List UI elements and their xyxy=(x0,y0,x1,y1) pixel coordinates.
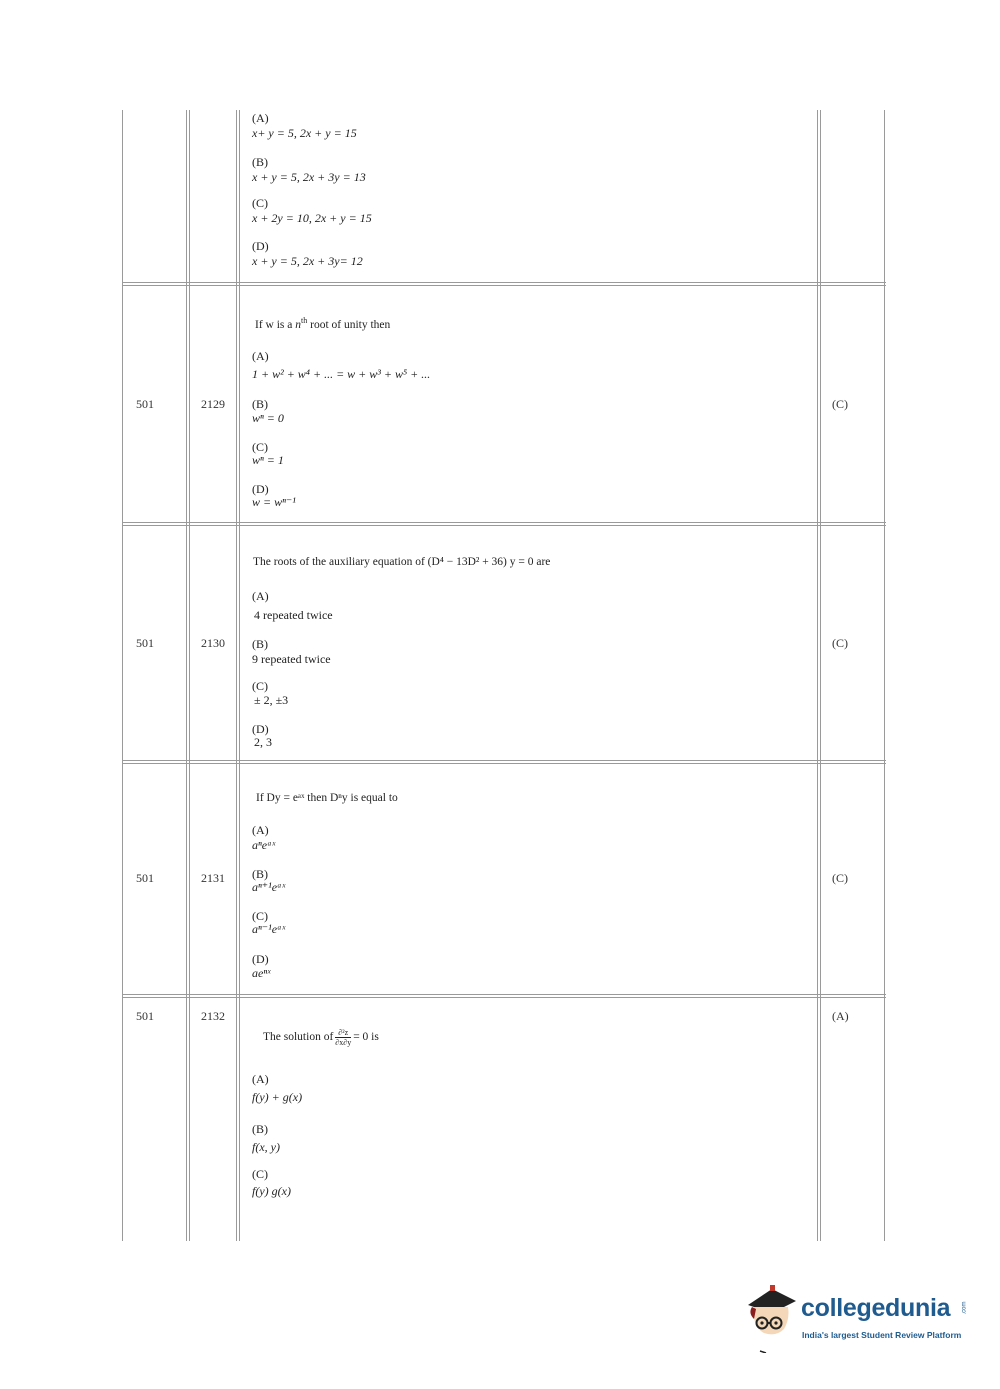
option-text: x + 2y = 10, 2x + y = 15 xyxy=(252,211,372,225)
question-text: The solution of $\frac{\text{∂²z}}{\partial x\partial y}$ = 0 is xyxy=(263,1028,379,1047)
column-divider xyxy=(186,110,187,1241)
row-divider xyxy=(122,763,886,764)
option-label: (B) xyxy=(252,867,268,881)
row-divider xyxy=(122,525,886,526)
question-text: The roots of the auxiliary equation of (D⁴ − 13D² + 36) y = 0 are xyxy=(253,556,551,568)
option-label: (C) xyxy=(252,679,268,693)
column-divider xyxy=(817,110,818,1241)
logo-dotcom: .com xyxy=(961,1301,968,1315)
option-label: (D) xyxy=(252,952,269,966)
option-label: (A) xyxy=(252,349,269,363)
mascot-icon xyxy=(742,1283,802,1353)
option-label: (B) xyxy=(252,397,268,411)
option-label: (B) xyxy=(252,1122,268,1136)
row-divider xyxy=(122,282,886,283)
partial-derivative-fraction: $\frac{\text{∂²z}}{\partial x\partial y}$ xyxy=(335,1028,352,1047)
option-text: wⁿ = 1 xyxy=(252,453,284,467)
option-label: (A) xyxy=(252,589,269,603)
option-text: 2, 3 xyxy=(254,735,272,749)
option-text: x+ y = 5, 2x + y = 15 xyxy=(252,126,357,140)
row-divider xyxy=(122,997,886,998)
logo-wordmark: collegedunia xyxy=(801,1294,951,1322)
option-text: x + y = 5, 2x + 3y = 13 xyxy=(252,170,366,184)
option-text: aeⁿˣ xyxy=(252,966,271,980)
option-label: (B) xyxy=(252,637,268,651)
option-label: (D) xyxy=(252,722,269,736)
option-text: f(y) g(x) xyxy=(252,1184,291,1198)
question-number: 2132 xyxy=(201,1009,225,1023)
option-label: (A) xyxy=(252,111,269,125)
answer: (C) xyxy=(832,397,848,411)
column-divider xyxy=(189,110,190,1241)
option-label: (A) xyxy=(252,823,269,837)
option-text: x + y = 5, 2x + 3y= 12 xyxy=(252,254,363,268)
answer: (C) xyxy=(832,871,848,885)
option-label: (C) xyxy=(252,440,268,454)
row-divider xyxy=(122,522,886,523)
sl-number: 501 xyxy=(136,1009,154,1023)
option-text: 4 repeated twice xyxy=(254,608,333,622)
logo-tagline: India's largest Student Review Platform xyxy=(802,1330,962,1340)
option-text: 9 repeated twice xyxy=(252,652,331,666)
option-text: ± 2, ±3 xyxy=(254,693,289,707)
option-text: f(x, y) xyxy=(252,1140,280,1154)
question-text: If Dy = eᵃˣ then Dⁿy is equal to xyxy=(256,792,398,804)
question-number: 2131 xyxy=(201,871,225,885)
row-divider xyxy=(122,285,886,286)
collegedunia-logo[interactable] xyxy=(742,1283,972,1353)
option-text: aⁿeᵃˣ xyxy=(252,838,276,852)
sl-number: 501 xyxy=(136,636,154,650)
option-text: w = wⁿ⁻¹ xyxy=(252,495,296,509)
question-number: 2129 xyxy=(201,397,225,411)
option-text: aⁿ⁺¹eᵃˣ xyxy=(252,880,286,894)
option-text: aⁿ⁻¹eᵃˣ xyxy=(252,922,286,936)
column-divider xyxy=(236,110,237,1241)
option-label: (D) xyxy=(252,482,269,496)
option-label: (D) xyxy=(252,239,269,253)
sl-number: 501 xyxy=(136,871,154,885)
table-border xyxy=(884,110,885,1241)
column-divider xyxy=(820,110,821,1241)
question-text: If w is a $n^{th}$ root of unity then xyxy=(255,316,391,331)
sl-number: 501 xyxy=(136,397,154,411)
row-divider xyxy=(122,994,886,995)
option-label: (A) xyxy=(252,1072,269,1086)
question-table xyxy=(122,110,886,1241)
option-text: wⁿ = 0 xyxy=(252,411,284,425)
answer: (A) xyxy=(832,1009,849,1023)
option-label: (B) xyxy=(252,155,268,169)
column-divider xyxy=(239,110,240,1241)
option-label: (C) xyxy=(252,196,268,210)
option-label: (C) xyxy=(252,909,268,923)
option-text: 1 + w² + w⁴ + ... = w + w³ + w⁵ + ... xyxy=(252,367,431,381)
option-label: (C) xyxy=(252,1167,268,1181)
answer: (C) xyxy=(832,636,848,650)
row-divider xyxy=(122,760,886,761)
question-number: 2130 xyxy=(201,636,225,650)
table-border xyxy=(122,110,123,1241)
option-text: f(y) + g(x) xyxy=(252,1090,303,1104)
